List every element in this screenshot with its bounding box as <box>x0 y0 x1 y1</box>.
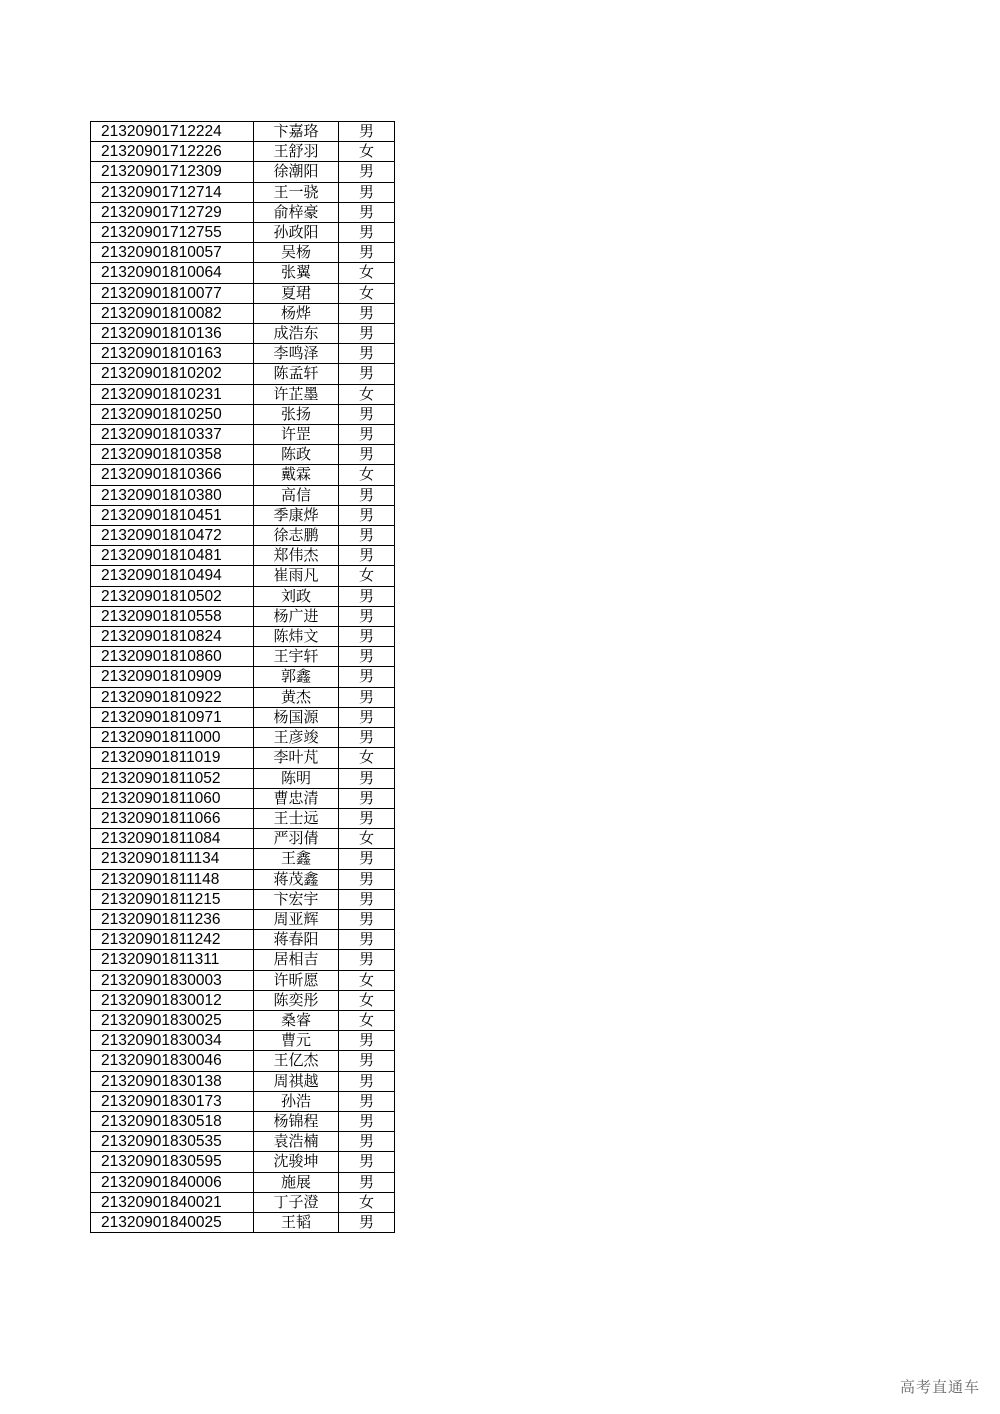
student-name-cell: 崔雨凡 <box>254 566 339 586</box>
student-name-cell: 曹忠清 <box>254 788 339 808</box>
student-name-cell: 陈孟轩 <box>254 364 339 384</box>
student-name-cell: 王宇轩 <box>254 647 339 667</box>
table-row <box>91 606 395 626</box>
student-id-cell: 21320901810136 <box>91 324 254 344</box>
student-gender-cell: 男 <box>339 1212 395 1232</box>
student-gender-cell: 男 <box>339 1111 395 1131</box>
student-name-cell: 丁子澄 <box>254 1192 339 1212</box>
table-row <box>91 425 395 445</box>
table-row <box>91 849 395 869</box>
table-row <box>91 283 395 303</box>
table-row <box>91 384 395 404</box>
student-name-cell: 许昕愿 <box>254 970 339 990</box>
student-id-cell: 21320901810082 <box>91 303 254 323</box>
table-row <box>91 485 395 505</box>
student-gender-cell: 男 <box>339 1091 395 1111</box>
student-name-cell: 夏珺 <box>254 283 339 303</box>
student-name-cell: 徐潮阳 <box>254 162 339 182</box>
student-name-cell: 周祺越 <box>254 1071 339 1091</box>
table-row <box>91 1051 395 1071</box>
student-name-cell: 王一骁 <box>254 182 339 202</box>
student-gender-cell: 男 <box>339 849 395 869</box>
student-id-cell: 21320901810860 <box>91 647 254 667</box>
student-gender-cell: 男 <box>339 404 395 424</box>
student-name-cell: 沈骏坤 <box>254 1152 339 1172</box>
table-row <box>91 445 395 465</box>
student-id-cell: 21320901712729 <box>91 202 254 222</box>
student-id-cell: 21320901830003 <box>91 970 254 990</box>
student-name-cell: 郭鑫 <box>254 667 339 687</box>
table-row <box>91 364 395 384</box>
table-row <box>91 1132 395 1152</box>
student-gender-cell: 男 <box>339 122 395 142</box>
student-gender-cell: 女 <box>339 970 395 990</box>
student-gender-cell: 女 <box>339 263 395 283</box>
student-id-cell: 21320901810337 <box>91 425 254 445</box>
student-id-cell: 21320901810494 <box>91 566 254 586</box>
student-name-cell: 许芷墨 <box>254 384 339 404</box>
table-row <box>91 122 395 142</box>
table-row <box>91 1111 395 1131</box>
table-row <box>91 950 395 970</box>
student-name-cell: 季康烨 <box>254 505 339 525</box>
student-name-cell: 刘政 <box>254 586 339 606</box>
student-id-cell: 21320901830173 <box>91 1091 254 1111</box>
student-gender-cell: 男 <box>339 1152 395 1172</box>
student-id-cell: 21320901810922 <box>91 687 254 707</box>
table-row <box>91 526 395 546</box>
student-gender-cell: 男 <box>339 950 395 970</box>
student-gender-cell: 男 <box>339 586 395 606</box>
student-gender-cell: 男 <box>339 425 395 445</box>
table-row <box>91 182 395 202</box>
table-row <box>91 768 395 788</box>
student-id-cell: 21320901810558 <box>91 606 254 626</box>
student-name-cell: 郑伟杰 <box>254 546 339 566</box>
student-gender-cell: 女 <box>339 1192 395 1212</box>
student-id-cell: 21320901810502 <box>91 586 254 606</box>
student-gender-cell: 男 <box>339 526 395 546</box>
student-gender-cell: 男 <box>339 546 395 566</box>
student-id-cell: 21320901810451 <box>91 505 254 525</box>
student-gender-cell: 女 <box>339 829 395 849</box>
table-row <box>91 142 395 162</box>
student-id-cell: 21320901830025 <box>91 1010 254 1030</box>
student-id-cell: 21320901810064 <box>91 263 254 283</box>
table-row <box>91 748 395 768</box>
table-row <box>91 1010 395 1030</box>
student-gender-cell: 男 <box>339 485 395 505</box>
student-gender-cell: 男 <box>339 707 395 727</box>
student-name-cell: 王彦竣 <box>254 728 339 748</box>
student-gender-cell: 男 <box>339 930 395 950</box>
table-row <box>91 627 395 647</box>
student-id-cell: 21320901830138 <box>91 1071 254 1091</box>
student-id-cell: 21320901830012 <box>91 990 254 1010</box>
student-gender-cell: 女 <box>339 1010 395 1030</box>
student-id-cell: 21320901840021 <box>91 1192 254 1212</box>
student-gender-cell: 女 <box>339 142 395 162</box>
student-gender-cell: 男 <box>339 647 395 667</box>
student-gender-cell: 女 <box>339 283 395 303</box>
student-id-cell: 21320901810824 <box>91 627 254 647</box>
student-id-cell: 21320901810472 <box>91 526 254 546</box>
student-gender-cell: 男 <box>339 1031 395 1051</box>
table-row <box>91 243 395 263</box>
student-gender-cell: 男 <box>339 324 395 344</box>
student-id-cell: 21320901811060 <box>91 788 254 808</box>
table-row <box>91 303 395 323</box>
student-name-cell: 居相吉 <box>254 950 339 970</box>
student-gender-cell: 女 <box>339 465 395 485</box>
student-name-cell: 黄杰 <box>254 687 339 707</box>
student-name-cell: 严羽倩 <box>254 829 339 849</box>
student-id-cell: 21320901810366 <box>91 465 254 485</box>
table-row <box>91 1031 395 1051</box>
student-gender-cell: 女 <box>339 384 395 404</box>
footer-watermark: 高考直通车 <box>899 1378 980 1396</box>
student-id-cell: 21320901811134 <box>91 849 254 869</box>
table-row <box>91 869 395 889</box>
student-id-cell: 21320901830518 <box>91 1111 254 1131</box>
student-id-cell: 21320901830046 <box>91 1051 254 1071</box>
student-id-cell: 21320901810358 <box>91 445 254 465</box>
student-gender-cell: 男 <box>339 162 395 182</box>
student-id-cell: 21320901811215 <box>91 889 254 909</box>
table-row <box>91 223 395 243</box>
student-name-cell: 卞嘉珞 <box>254 122 339 142</box>
table-row <box>91 324 395 344</box>
table-row <box>91 829 395 849</box>
student-name-cell: 徐志鹏 <box>254 526 339 546</box>
student-name-cell: 杨国源 <box>254 707 339 727</box>
student-gender-cell: 男 <box>339 889 395 909</box>
student-name-cell: 张扬 <box>254 404 339 424</box>
student-id-cell: 21320901811148 <box>91 869 254 889</box>
student-id-cell: 21320901811066 <box>91 808 254 828</box>
student-id-cell: 21320901810077 <box>91 283 254 303</box>
student-name-cell: 施展 <box>254 1172 339 1192</box>
student-name-cell: 杨锦程 <box>254 1111 339 1131</box>
table-row <box>91 930 395 950</box>
student-name-cell: 杨烨 <box>254 303 339 323</box>
student-name-cell: 袁浩楠 <box>254 1132 339 1152</box>
table-row <box>91 990 395 1010</box>
student-gender-cell: 男 <box>339 364 395 384</box>
student-gender-cell: 男 <box>339 869 395 889</box>
table-row <box>91 687 395 707</box>
student-name-cell: 王鑫 <box>254 849 339 869</box>
student-id-cell: 21320901811311 <box>91 950 254 970</box>
table-row <box>91 808 395 828</box>
student-name-cell: 王亿杰 <box>254 1051 339 1071</box>
student-gender-cell: 男 <box>339 344 395 364</box>
student-id-cell: 21320901840025 <box>91 1212 254 1232</box>
student-name-cell: 陈明 <box>254 768 339 788</box>
student-name-cell: 陈炜文 <box>254 627 339 647</box>
table-row <box>91 970 395 990</box>
student-id-cell: 21320901810202 <box>91 364 254 384</box>
student-id-cell: 21320901810380 <box>91 485 254 505</box>
student-name-cell: 吴杨 <box>254 243 339 263</box>
student-id-cell: 21320901811084 <box>91 829 254 849</box>
student-name-cell: 陈奕彤 <box>254 990 339 1010</box>
student-roster-table <box>90 121 395 1233</box>
student-id-cell: 21320901830595 <box>91 1152 254 1172</box>
table-row <box>91 202 395 222</box>
student-name-cell: 杨广进 <box>254 606 339 626</box>
student-name-cell: 桑睿 <box>254 1010 339 1030</box>
student-gender-cell: 男 <box>339 1132 395 1152</box>
student-gender-cell: 男 <box>339 606 395 626</box>
student-id-cell: 21320901810971 <box>91 707 254 727</box>
student-id-cell: 21320901712755 <box>91 223 254 243</box>
student-gender-cell: 男 <box>339 667 395 687</box>
student-gender-cell: 男 <box>339 1051 395 1071</box>
student-name-cell: 许罡 <box>254 425 339 445</box>
student-name-cell: 王士远 <box>254 808 339 828</box>
table-row <box>91 1091 395 1111</box>
student-id-cell: 21320901830034 <box>91 1031 254 1051</box>
student-id-cell: 21320901811242 <box>91 930 254 950</box>
student-gender-cell: 女 <box>339 748 395 768</box>
student-id-cell: 21320901712309 <box>91 162 254 182</box>
table-row <box>91 505 395 525</box>
table-row <box>91 788 395 808</box>
student-name-cell: 俞梓豪 <box>254 202 339 222</box>
student-gender-cell: 男 <box>339 788 395 808</box>
table-row <box>91 1071 395 1091</box>
student-gender-cell: 男 <box>339 445 395 465</box>
table-row <box>91 889 395 909</box>
table-row <box>91 465 395 485</box>
table-row <box>91 263 395 283</box>
student-gender-cell: 男 <box>339 909 395 929</box>
roster-body <box>91 122 395 1233</box>
student-name-cell: 孙政阳 <box>254 223 339 243</box>
table-row <box>91 1192 395 1212</box>
student-gender-cell: 男 <box>339 223 395 243</box>
table-row <box>91 1152 395 1172</box>
student-name-cell: 王韬 <box>254 1212 339 1232</box>
student-name-cell: 孙浩 <box>254 1091 339 1111</box>
student-name-cell: 卞宏宇 <box>254 889 339 909</box>
student-id-cell: 21320901811052 <box>91 768 254 788</box>
student-id-cell: 21320901712226 <box>91 142 254 162</box>
student-name-cell: 曹元 <box>254 1031 339 1051</box>
student-name-cell: 李叶芃 <box>254 748 339 768</box>
student-id-cell: 21320901810163 <box>91 344 254 364</box>
table-row <box>91 647 395 667</box>
student-gender-cell: 男 <box>339 202 395 222</box>
student-id-cell: 21320901810481 <box>91 546 254 566</box>
student-id-cell: 21320901810231 <box>91 384 254 404</box>
student-name-cell: 成浩东 <box>254 324 339 344</box>
table-row <box>91 667 395 687</box>
student-id-cell: 21320901712224 <box>91 122 254 142</box>
table-row <box>91 707 395 727</box>
table-row <box>91 546 395 566</box>
student-name-cell: 陈政 <box>254 445 339 465</box>
student-id-cell: 21320901811019 <box>91 748 254 768</box>
table-row <box>91 909 395 929</box>
table-row <box>91 162 395 182</box>
student-gender-cell: 男 <box>339 728 395 748</box>
student-id-cell: 21320901712714 <box>91 182 254 202</box>
student-gender-cell: 男 <box>339 808 395 828</box>
student-gender-cell: 男 <box>339 182 395 202</box>
student-gender-cell: 女 <box>339 990 395 1010</box>
student-name-cell: 周亚辉 <box>254 909 339 929</box>
table-row <box>91 344 395 364</box>
student-name-cell: 戴霖 <box>254 465 339 485</box>
student-id-cell: 21320901840006 <box>91 1172 254 1192</box>
student-gender-cell: 男 <box>339 627 395 647</box>
student-name-cell: 张翼 <box>254 263 339 283</box>
student-gender-cell: 男 <box>339 687 395 707</box>
student-name-cell: 高信 <box>254 485 339 505</box>
table-row <box>91 1212 395 1232</box>
student-gender-cell: 男 <box>339 303 395 323</box>
student-id-cell: 21320901810250 <box>91 404 254 424</box>
student-id-cell: 21320901811236 <box>91 909 254 929</box>
table-row <box>91 566 395 586</box>
student-gender-cell: 女 <box>339 566 395 586</box>
table-row <box>91 728 395 748</box>
student-id-cell: 21320901810909 <box>91 667 254 687</box>
student-id-cell: 21320901810057 <box>91 243 254 263</box>
student-name-cell: 李鸣泽 <box>254 344 339 364</box>
table-row <box>91 404 395 424</box>
student-name-cell: 蒋春阳 <box>254 930 339 950</box>
table-row <box>91 1172 395 1192</box>
student-id-cell: 21320901811000 <box>91 728 254 748</box>
student-name-cell: 蒋茂鑫 <box>254 869 339 889</box>
student-id-cell: 21320901830535 <box>91 1132 254 1152</box>
student-gender-cell: 男 <box>339 768 395 788</box>
student-gender-cell: 男 <box>339 1071 395 1091</box>
student-gender-cell: 男 <box>339 505 395 525</box>
table-row <box>91 586 395 606</box>
student-name-cell: 王舒羽 <box>254 142 339 162</box>
student-gender-cell: 男 <box>339 1172 395 1192</box>
student-gender-cell: 男 <box>339 243 395 263</box>
